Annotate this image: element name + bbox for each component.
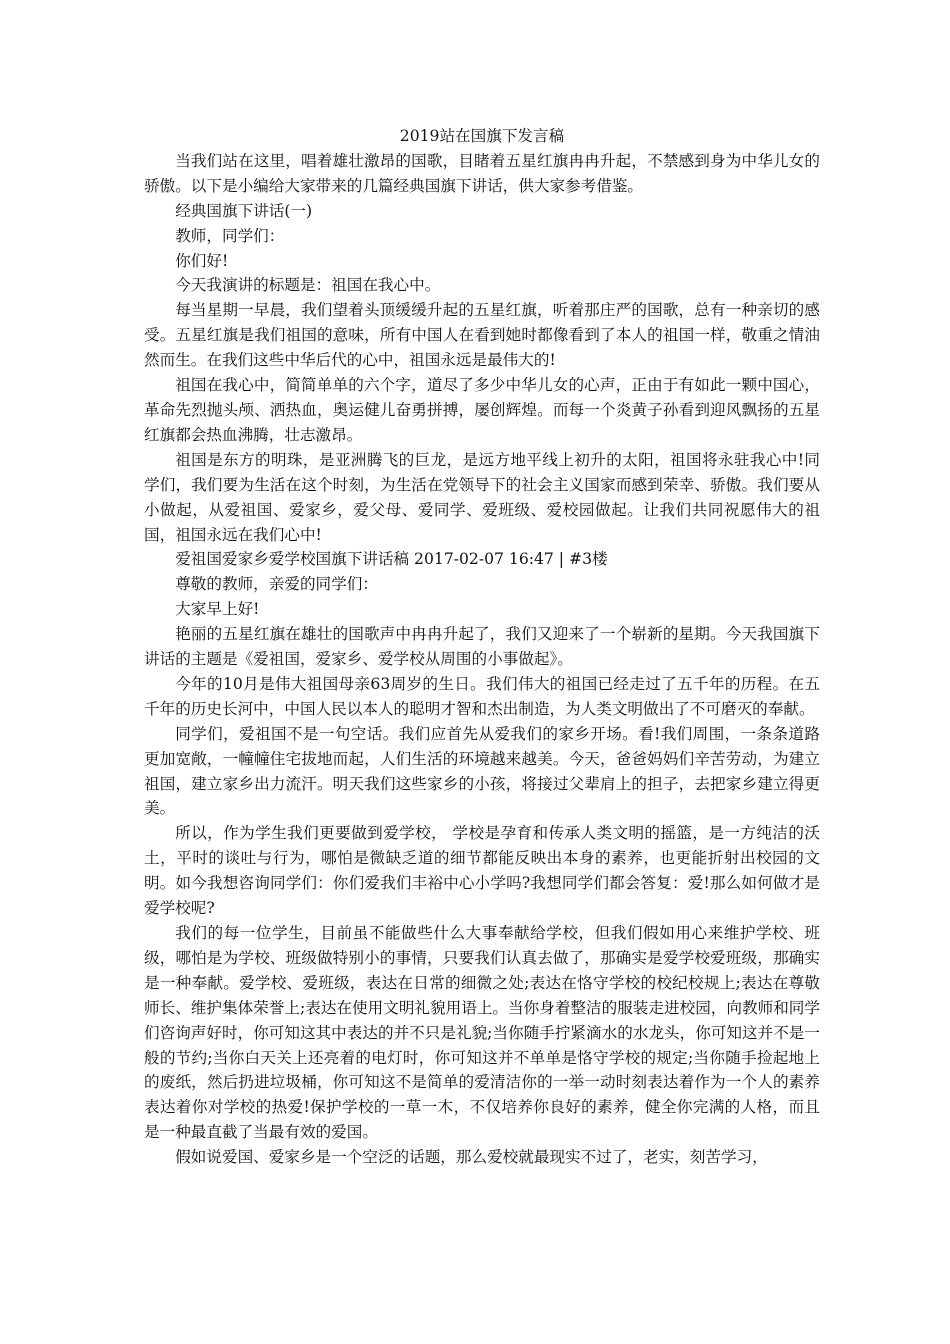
paragraph-topic: 今天我演讲的标题是：祖国在我心中。	[175, 276, 441, 295]
paragraph-greeting-two: 大家早上好!	[175, 600, 260, 619]
document-title: 2019站在国旗下发言稿	[399, 127, 565, 145]
paragraph-motherland-in-heart: 祖国在我心中，简简单单的六个字，道尽了多少中华儿女的心声，正由于有如此一颗中国心，革命先烈抛头颅、洒热血，奥运健儿奋勇拼搏，屡创辉煌。而每一个炎黄子孙看到迎风飘扬的五星红旗都会热血沸腾，壮志激昂。	[144, 376, 820, 444]
paragraph-salutation-two: 尊敬的教师，亲爱的同学们：	[175, 575, 378, 594]
paragraph-salutation: 教师，同学们：	[175, 226, 285, 245]
paragraph-monday-flag: 每当星期一早晨，我们望着头顶缓缓升起的五星红旗，听着那庄严的国歌，总有一种亲切的感受。五星红旗是我们祖国的意味，所有中国人在看到她时都像看到了本人的祖国一样，敬重之情油然而生。在我们这些中华后代的心中，祖国永远是最伟大的!	[144, 301, 820, 370]
paragraph-speech-two-heading: 爱祖国爱家乡爱学校国旗下讲话稿 2017-02-07 16:47 | #3楼	[175, 550, 608, 569]
paragraph-intro: 当我们站在这里，唱着雄壮激昂的国歌，目睹着五星红旗冉冉升起，不禁感到身为中华儿女的骄傲。以下是小编给大家带来的几篇经典国旗下讲话，供大家参考借鉴。	[144, 151, 820, 195]
document-body	[144, 124, 820, 1170]
paragraph-every-student: 我们的每一位学生，目前虽不能做些什么大事奉献给学校，但我们假如用心来维护学校、班级，哪怕是为学校、班级做特别小的事情，只要我们认真去做了，那确实是爱学校爱班级，那确实是一种奉献。爱学校、爱班级，表达在日常的细微之处;表达在恪守学校的校纪校规上;表达在尊敬师长、维护集体荣誉上;表达在使用文明礼貌用语上。当你身着整洁的服装走进校园，向教师和同学们咨询声好时，你可知这其中表达的并不只是礼貌;当你随手拧紧滴水的水龙头，你可知这并不是一般的节约;当你白天关上还亮着的电灯时，你可知这并不单单是恪守学校的规定;当你随手捡起地上的废纸，然后扔进垃圾桶，你可知这不是简单的爱清洁你的一举一动时刻表达着作为一个人的素养表达着你对学校的热爱!保护学校的一草一木，不仅培养你良好的素养，健全你完满的人格，而且是一种最直截了当最有效的爱国。	[144, 924, 820, 1142]
paragraph-love-school: 所以，作为学生我们更要做到爱学校， 学校是孕育和传承人类文明的摇篮，是一方纯洁的沃土，平时的谈吐与行为，哪怕是微缺乏道的细节都能反映出本身的素养，也更能折射出校园的文明。如今我想咨询同学们：你们爱我们丰裕中心小学吗?我想同学们都会答复：爱!那么如何做才是爱学校呢?	[144, 824, 820, 918]
paragraph-birthday: 今年的10月是伟大祖国母亲63周岁的生日。我们伟大的祖国已经走过了五千年的历程。在五千年的历史长河中，中国人民以本人的聪明才智和杰出制造，为人类文明做出了不可磨灭的奉献。	[144, 674, 820, 718]
paragraph-eastern-pearl: 祖国是东方的明珠，是亚洲腾飞的巨龙，是远方地平线上初升的太阳，祖国将永驻我心中!同学们，我们要为生活在这个时刻，为生活在党领导下的社会主义国家而感到荣幸、骄傲。我们要从小做起，从爱祖国、爱家乡，爱父母、爱同学、爱班级、爱校园做起。让我们共同祝愿伟大的祖国，祖国永远在我们心中!	[144, 450, 820, 544]
paragraph-speech-one-heading: 经典国旗下讲话(一)	[175, 201, 313, 220]
paragraph-greeting: 你们好!	[175, 251, 229, 270]
paragraph-theme: 艳丽的五星红旗在雄壮的国歌声中冉冉升起了，我们又迎来了一个崭新的星期。今天我国旗下讲话的主题是《爱祖国，爱家乡、爱学校从周围的小事做起》。	[144, 625, 820, 669]
paragraph-closing: 假如说爱国、爱家乡是一个空泛的话题，那么爱校就最现实不过了，老实，刻苦学习，	[175, 1148, 768, 1167]
paragraph-hometown: 同学们，爱祖国不是一句空话。我们应首先从爱我们的家乡开场。看!我们周围，一条条道路更加宽敞，一幢幢住宅拔地而起，人们生活的环境越来越美。今天，爸爸妈妈们辛苦劳动，为建立祖国，建立家乡出力流汗。明天我们这些家乡的小孩，将接过父辈肩上的担子，去把家乡建立得更美。	[144, 724, 820, 818]
